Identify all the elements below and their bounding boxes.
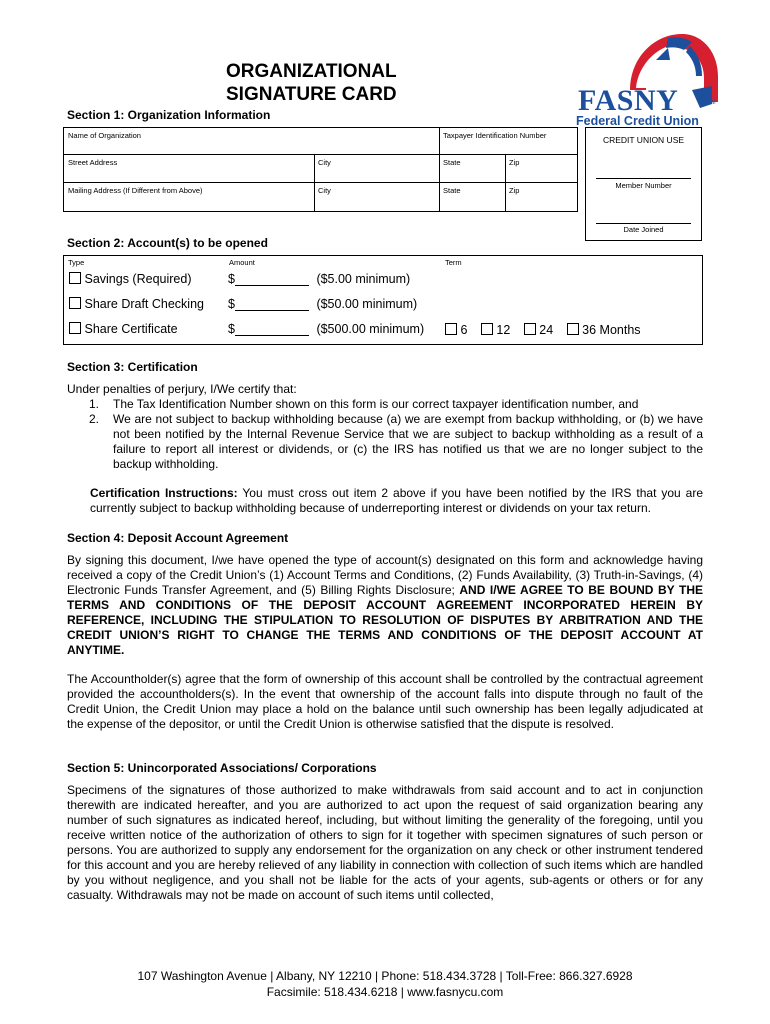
member-number-label: Member Number bbox=[615, 181, 672, 190]
fasny-logo bbox=[572, 30, 722, 130]
account-type: Savings (Required) bbox=[84, 272, 192, 286]
footer-address: 107 Washington Avenue | Albany, NY 12210 | Phone: 518.434.3728 | Toll-Free: 866.327.6928 bbox=[137, 969, 633, 983]
zip-field[interactable]: Zip bbox=[509, 158, 520, 167]
term-12-checkbox[interactable] bbox=[481, 323, 493, 335]
section3-heading: Section 3: Certification bbox=[67, 360, 198, 374]
col-type: Type bbox=[68, 258, 85, 267]
logo-name: FASNY bbox=[578, 84, 679, 117]
street-field[interactable]: Street Address bbox=[68, 158, 118, 167]
share-certificate-checkbox[interactable] bbox=[69, 322, 81, 334]
term-36-checkbox[interactable] bbox=[567, 323, 579, 335]
date-joined-label: Date Joined bbox=[623, 225, 664, 234]
account-row-share-draft bbox=[69, 297, 204, 311]
mailing-city-field[interactable]: City bbox=[318, 186, 331, 195]
cert-item-1-number: 1. bbox=[89, 397, 100, 411]
mailing-field[interactable]: Mailing Address (If Different from Above) bbox=[68, 186, 203, 195]
account-row-share-certificate bbox=[69, 322, 178, 336]
page-title: ORGANIZATIONAL SIGNATURE CARD bbox=[226, 61, 397, 105]
cert-item-2-number: 2. bbox=[89, 412, 100, 426]
mailing-zip-field[interactable]: Zip bbox=[509, 186, 520, 195]
deposit-agreement-paragraph: By signing this document, I/we have opened the type of account(s) designated on this form and acknowledge having received a copy of the Credit Union’s (1) Account Terms and Conditions, (2) Funds Availability, (3) Truth-in-Savings, (4) Electronic Funds Transfer Agreement, and (5) Billing Rights Disclosure; AND I/WE AGREE TO BE BOUND BY THE TERMS AND CONDITIONS OF THE DEPOSIT ACCOUNT AGREEMENT INCORPORATED HEREIN BY REFERENCE, INCLUDING THE STIPULATION TO RESOLUTION OF DISPUTES BY ARBITRATION AND THE CREDIT UNION’S RIGHT TO CHANGE THE TERMS AND CONDITIONS OF THE DEPOSIT ACCOUNT AT ANYTIME. bbox=[67, 553, 703, 657]
footer-contact: Facsimile: 518.434.6218 | www.fasnycu.com bbox=[266, 985, 504, 999]
section5-heading: Section 5: Unincorporated Associations/ Corporations bbox=[67, 761, 377, 775]
tin-field[interactable]: Taxpayer Identification Number bbox=[443, 131, 547, 140]
associations-paragraph: Specimens of the signatures of those authorized to make withdrawals from said account and to act in conjunction therewith are indicated hereafter, and you are authorized to act upon the request of said organization bearing any number of such signatures as indicated hereof, including, but without limiting the generality of the foregoing, until you receive written notice of the authorization of others to sign for it together with specimen signatures of such person or persons. You are authorized to supply any endorsement for the organization on any check or other instrument tendered for this account and you are hereby relieved of any liability in connection with collection of such items which are handled by you without negligence, and you shall not be liable for the acts of your agents, sub-agents or others or for any casualty. Withdrawals may not be made on account of such items until collected, bbox=[67, 783, 703, 902]
certification-instructions: Certification Instructions: You must cross out item 2 above if you have been notified by the IRS that you are currently subject to backup withholding because of underreporting interest or dividends on your tax return. bbox=[90, 486, 703, 515]
cert-item-1: The Tax Identification Number shown on this form is our correct taxpayer identification number, and bbox=[113, 397, 639, 411]
term-24-checkbox[interactable] bbox=[524, 323, 536, 335]
term-6-checkbox[interactable] bbox=[445, 323, 457, 335]
cert-item-2: We are not subject to backup withholding because (a) we are exempt from backup withholding, or (b) we have not been notified by the Internal Revenue Service that we are subject to backup withholding as a result of a failure to report all interest or dividends, or (c) the IRS has notified us that we are no longer subject to the backup withholding. bbox=[113, 412, 703, 471]
cu-use-title: CREDIT UNION USE bbox=[602, 135, 685, 145]
mailing-state-field[interactable]: State bbox=[443, 186, 461, 195]
col-term: Term bbox=[445, 258, 462, 267]
share-draft-checkbox[interactable] bbox=[69, 297, 81, 309]
logo-mark: SM bbox=[708, 100, 716, 106]
section1-heading: Section 1: Organization Information bbox=[67, 108, 271, 122]
term-options: 6 12 24 36 Months bbox=[445, 323, 641, 337]
accounts-table bbox=[63, 255, 703, 345]
org-info-table bbox=[63, 127, 578, 212]
account-row-savings bbox=[69, 272, 191, 286]
org-name-field[interactable]: Name of Organization bbox=[68, 131, 141, 140]
section4-heading: Section 4: Deposit Account Agreement bbox=[67, 531, 289, 545]
credit-union-use-box bbox=[585, 127, 702, 241]
ownership-paragraph: The Accountholder(s) agree that the form of ownership of this account shall be controlled by the contractual agreement provided the accountholders(s). In the event that ownership of the account falls into dispute through no fault of the Credit Union, the Credit Union may place a hold on the balance until such ownership has been legally adjudicated at the expense of the depositor, or until the Credit Union is otherwise satisfied that the dispute is resolved. bbox=[67, 672, 703, 731]
savings-checkbox[interactable] bbox=[69, 272, 81, 284]
account-type: Share Draft Checking bbox=[84, 297, 204, 311]
section2-heading: Section 2: Account(s) to be opened bbox=[67, 236, 268, 250]
account-amount-share-certificate[interactable]: $ ($500.00 minimum) bbox=[228, 322, 425, 336]
account-type: Share Certificate bbox=[84, 322, 178, 336]
account-amount-share-draft[interactable]: $ ($50.00 minimum) bbox=[228, 297, 418, 311]
certification-intro: Under penalties of perjury, I/We certify that: bbox=[67, 382, 297, 396]
logo-subtitle: Federal Credit Union bbox=[576, 114, 699, 128]
state-field[interactable]: State bbox=[443, 158, 461, 167]
col-amount: Amount bbox=[229, 258, 255, 267]
city-field[interactable]: City bbox=[318, 158, 331, 167]
account-amount-savings[interactable]: $ ($5.00 minimum) bbox=[228, 272, 411, 286]
